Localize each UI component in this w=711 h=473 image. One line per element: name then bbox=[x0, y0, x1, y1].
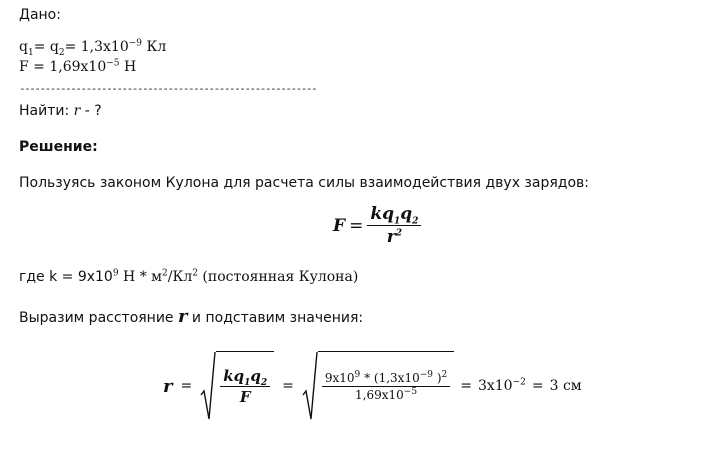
separator-line: ---------------------------------------------------------- bbox=[19, 82, 317, 95]
final-equals-2: = bbox=[282, 378, 294, 394]
force-value: F = 1,69x10 bbox=[19, 59, 107, 75]
coulomb-numerator: $kq_1q_2$ bbox=[370, 204, 419, 227]
constant-value: где k = 9x10 bbox=[19, 269, 113, 285]
charge-q2-subscript: 2 bbox=[58, 47, 65, 58]
coulomb-denominator: $r^2$ bbox=[386, 227, 402, 248]
final-equals-3: = bbox=[460, 378, 472, 394]
find-variable: r bbox=[73, 103, 81, 119]
charge-q1-symbol: q bbox=[19, 39, 28, 55]
charge-q1-subscript: 1 bbox=[27, 47, 34, 58]
radical-2-fraction bbox=[322, 371, 450, 403]
charge-value: = 1,3x10 bbox=[64, 39, 129, 55]
radical-1-numerator: $kq_1q_2$ bbox=[223, 367, 268, 388]
express-line bbox=[19, 308, 363, 327]
force-unit: Н bbox=[119, 59, 137, 75]
final-equals-1: = bbox=[180, 378, 193, 394]
constant-note: (постоянная Кулона) bbox=[197, 269, 359, 285]
express-before: Выразим расстояние bbox=[19, 310, 178, 326]
given-label: Дано: bbox=[19, 7, 61, 23]
coulomb-formula bbox=[333, 204, 421, 248]
coulomb-fraction bbox=[367, 204, 421, 248]
radical-1-denominator: F bbox=[239, 388, 251, 406]
radical-2 bbox=[302, 351, 454, 421]
solution-label: Решение: bbox=[19, 139, 98, 155]
radical-2-denominator: $1,69x10^{-5}$ bbox=[355, 387, 418, 402]
result-cm: 3 см bbox=[549, 378, 582, 394]
express-after: и подставим значения: bbox=[187, 310, 364, 326]
given-charges bbox=[19, 38, 166, 56]
find-question: - ? bbox=[80, 103, 102, 119]
charge-q2-symbol: = q bbox=[33, 39, 59, 55]
coulomb-lhs: F bbox=[333, 215, 346, 236]
solution-intro: Пользуясь законом Кулона для расчета силы взаимодействия двух зарядов: bbox=[19, 175, 589, 191]
final-lhs: r bbox=[163, 375, 173, 397]
given-force bbox=[19, 58, 136, 76]
charge-unit: Кл bbox=[142, 39, 167, 55]
coulomb-constant: где $k = 9x10^9$ Н * $м^2/Кл^2$ (постоянная Кулона) bbox=[19, 268, 359, 285]
charge-exponent: −9 bbox=[128, 38, 143, 49]
radical-2-numerator: $9x10^9 * (1,3x10^{-9}$ )$^2$ bbox=[324, 369, 448, 385]
radical-1 bbox=[200, 351, 274, 421]
final-formula bbox=[163, 350, 582, 422]
find-label: Найти: bbox=[19, 103, 74, 119]
find-line bbox=[19, 102, 102, 120]
coulomb-equals: = bbox=[349, 215, 364, 236]
result-scientific: $3x10^{-2}$ bbox=[477, 377, 526, 394]
constant-unit: Н * м bbox=[118, 269, 163, 285]
express-variable: r bbox=[178, 306, 188, 327]
radical-sign-icon bbox=[302, 351, 318, 421]
final-equals-4: = bbox=[531, 378, 544, 394]
radical-1-fraction bbox=[220, 367, 270, 406]
radical-sign-icon bbox=[200, 351, 216, 421]
force-exponent: −5 bbox=[106, 58, 120, 69]
